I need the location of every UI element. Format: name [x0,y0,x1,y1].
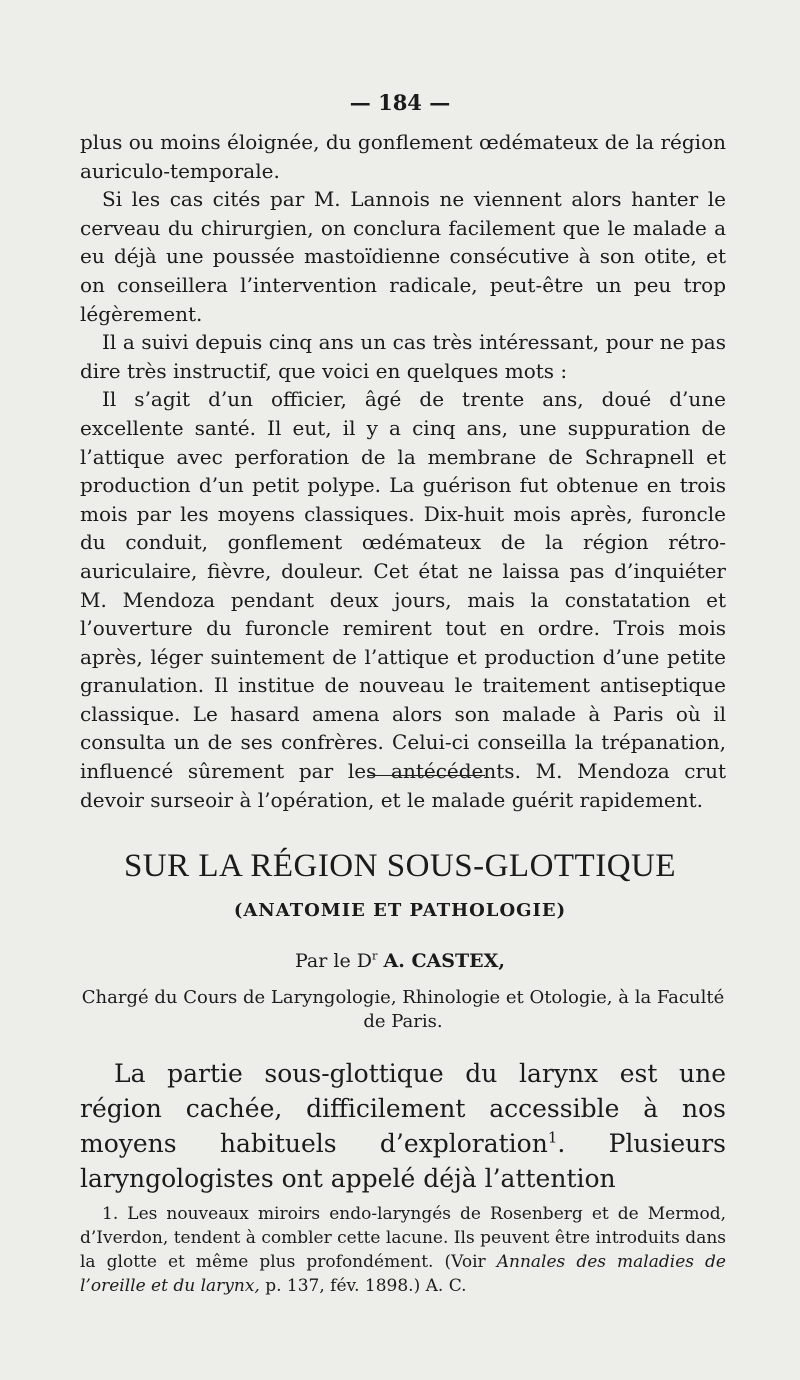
footnote-text: Les nouveaux miroirs endo-laryngés de Rosenberg et de Mermod, d’Iverdon, tendent à combler cette lacune. Ils peuvent être introduits dans la glotte et même plus profondément. (Voir [80,1204,726,1272]
article-subtitle: (ANATOMIE ET PATHOLOGIE) [233,900,567,921]
intro-text: La partie sous-glottique du larynx est une région cachée, difficilement accessible à nos moyens habituels d’exploration [80,1059,726,1158]
footnote-reference: 1 [547,1128,558,1147]
footnote [80,1202,726,1298]
author-byline [0,950,800,972]
paragraph: plus ou moins éloignée, du gonflement œdémateux de la région auriculo-temporale. [80,130,726,183]
paragraph: Si les cas cités par M. Lannois ne viennent alors hanter le cerveau du chirurgien, on conclura facilement que le malade a eu déjà une poussée mastoïdienne consécutive à son otite, et on conseillera l’intervention radicale, peut-être un peu trop légèrement. [80,187,726,326]
intro-text-continued: . Plusieurs laryngologistes ont appelé déjà l’attention [80,1129,726,1193]
author-name: A. CASTEX, [383,950,506,972]
paragraph: Il s’agit d’un officier, âgé de trente ans, doué d’une excellente santé. Il eut, il y a cinq ans, une suppuration de l’attique avec perforation de la membrane de Schrapnell et production d’un petit polype. La guérison fut obtenue en trois mois par les moyens classiques. Dix-huit mois après, furoncle du conduit, gonflement œdémateux de la région rétro-auriculaire, fièvre, douleur. Cet état ne laissa pas d’inquiéter M. Mendoza pendant deux jours, mais la constatation et l’ouverture du furoncle remirent tout en ordre. Trois mois après, léger suintement de l’attique et production d’une petite granulation. Il institue de nouveau le traitement antiseptique classique. Le hasard amena alors son malade à Paris où il consulta un de ses confrères. Celui-ci conseilla la trépanation, influencé sûrement par les antécédents. M. Mendoza crut devoir surseoir à l’opération, et le malade guérit rapidement. [80,387,726,812]
body-text [80,128,726,814]
footnote-tail: p. 137, fév. 1898.) A. C. [259,1276,467,1296]
section-divider [367,775,485,776]
article-intro [80,1056,726,1196]
paragraph: Il a suivi depuis cinq ans un cas très intéressant, pour ne pas dire très instructif, que voici en quelques mots : [80,330,726,383]
byline-superscript: r [371,948,378,963]
byline-prefix: Par le D [294,950,372,972]
intro-paragraph [80,1056,726,1196]
author-affiliation: Chargé du Cours de Laryngologie, Rhinologie et Otologie, à la Faculté de Paris. [81,987,725,1032]
article-title: SUR LA RÉGION SOUS-GLOTTIQUE [123,848,677,884]
footnote-citation: Annales des maladies de l’oreille et du larynx, [80,1252,726,1296]
page-number: — 184 — [349,90,451,115]
footnote-marker: 1. [102,1204,119,1224]
